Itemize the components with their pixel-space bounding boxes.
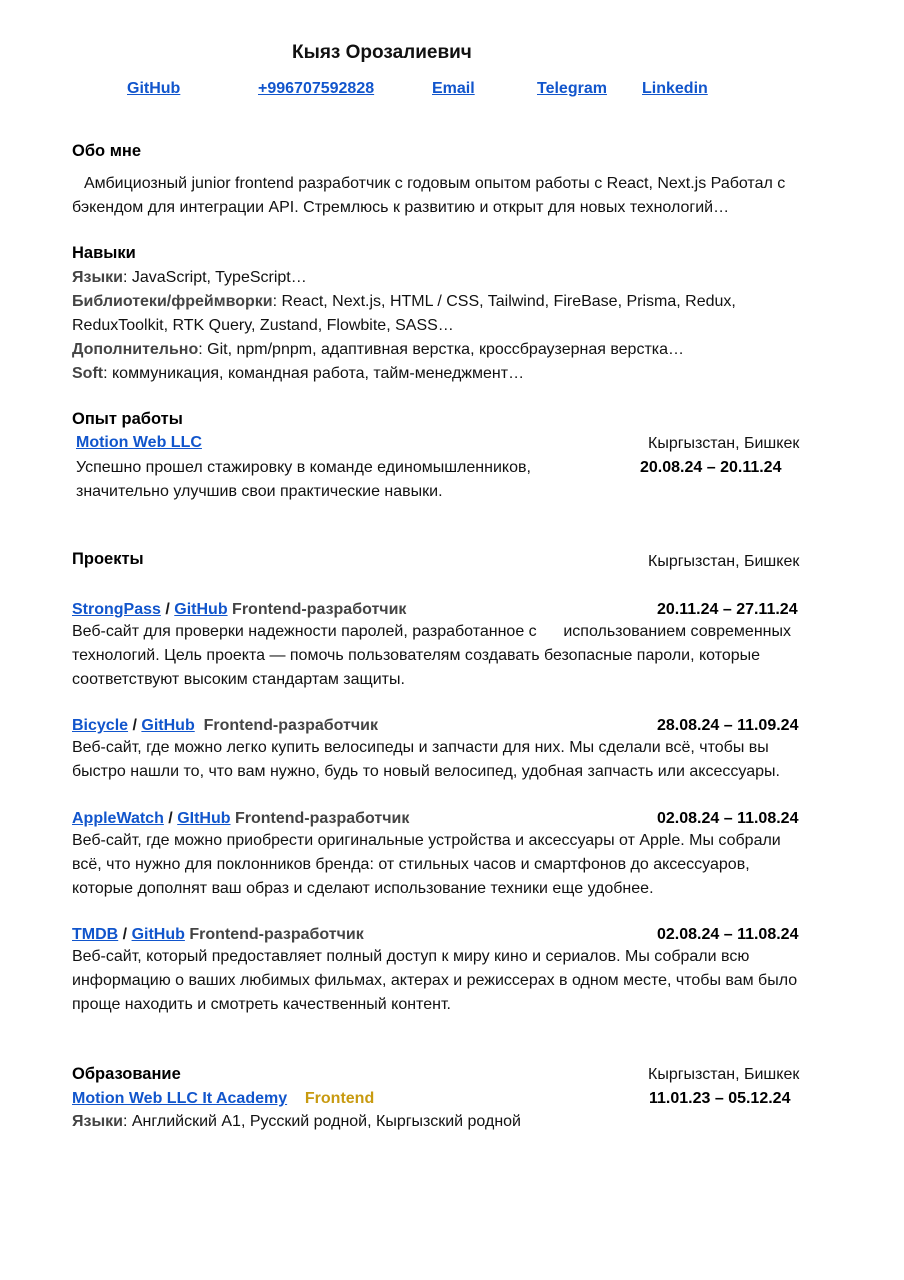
project-title-row	[72, 598, 406, 622]
experience-desc-2: значительно улучшив свои практические навыки.	[76, 483, 443, 500]
project-role: Frontend-разработчик	[232, 601, 407, 618]
project-separator: /	[128, 717, 142, 734]
project-github-link[interactable]: GitHub	[131, 926, 185, 943]
project-dates: 02.08.24 – 11.08.24	[657, 810, 799, 827]
project-role: Frontend-разработчик	[203, 717, 378, 734]
project-desc-line: технологий. Цель проекта — помочь пользователям создавать безопасные пароли, которые	[72, 647, 761, 664]
education-program: Frontend	[304, 1090, 375, 1107]
project-github-link[interactable]: GitHub	[174, 601, 228, 618]
experience-location: Кыргызстан, Бишкек	[648, 435, 800, 452]
project-link[interactable]: Bicycle	[72, 717, 129, 734]
project-role: Frontend-разработчик	[234, 810, 410, 827]
project-dates: 02.08.24 – 11.08.24	[657, 926, 799, 943]
email-link[interactable]: Email	[432, 80, 475, 97]
experience-desc-1: Успешно прошел стажировку в команде единомышленников,	[76, 459, 531, 476]
project-separator: /	[160, 601, 175, 618]
skills-soft-label: Soft	[72, 365, 104, 382]
projects-location: Кыргызстан, Бишкек	[648, 553, 800, 570]
education-title-row	[72, 1087, 374, 1111]
project-role: Frontend-разработчик	[189, 926, 364, 943]
experience-company-link[interactable]: Motion Web LLC	[76, 434, 202, 451]
project-desc-line: Веб-сайт, где можно приобрести оригинальные устройства и аксессуары от Apple. Мы собрали	[72, 832, 781, 849]
skills-libraries	[72, 290, 736, 314]
project-separator: /	[118, 926, 132, 943]
skills-extra	[72, 338, 684, 362]
skills-heading: Навыки	[72, 244, 136, 262]
about-line-2: бэкендом для интеграции API. Стремлюсь к развитию и открыт для новых технологий…	[72, 199, 730, 216]
project-desc-line: Веб-сайт, где можно легко купить велосипеды и запчасти для них. Мы сделали всё, чтобы вы	[72, 739, 769, 756]
project-desc-line: быстро нашли то, что вам нужно, будь то новый велосипед, удобная запчасть или аксессуары.	[72, 763, 780, 780]
project-dates: 20.11.24 – 27.11.24	[657, 601, 798, 618]
project-link[interactable]: AppleWatch	[72, 810, 164, 827]
project-desc-line: которые дополнят ваш образ и сделают использование техники еще удобнее.	[72, 880, 654, 897]
education-school-link[interactable]: Motion Web LLC It Academy	[72, 1090, 288, 1107]
project-separator: /	[163, 810, 178, 827]
project-desc-line: соответствуют высоким стандартам защиты.	[72, 671, 405, 688]
skills-languages-value: : JavaScript, TypeScript…	[122, 269, 307, 286]
experience-heading: Опыт работы	[72, 410, 183, 428]
person-name: Кыяз Орозалиевич	[292, 42, 472, 63]
project-desc-line: Веб-сайт для проверки надежности паролей, разработанное с использованием современных	[72, 623, 791, 640]
education-languages-value: : Английский A1, Русский родной, Кыргызский родной	[122, 1113, 521, 1130]
skills-libraries-value: : React, Next.js, HTML / CSS, Tailwind, FireBase, Prisma, Redux,	[272, 293, 736, 310]
linkedin-link[interactable]: Linkedin	[642, 80, 708, 97]
skills-libraries-label: Библиотеки/фреймворки	[72, 293, 273, 310]
education-languages-label: Языки	[72, 1113, 123, 1130]
project-dates: 28.08.24 – 11.09.24	[657, 717, 799, 734]
project-github-link[interactable]: GitHub	[141, 717, 195, 734]
about-line-1: Амбициозный junior frontend разработчик с годовым опытом работы с React, Next.js Работал с	[84, 175, 786, 192]
phone-link[interactable]: +996707592828	[258, 80, 375, 97]
project-link[interactable]: TMDB	[72, 926, 119, 943]
project-desc-line: информацию о ваших любимых фильмах, актерах и режиссерах в одном месте, чтобы вам было	[72, 972, 798, 989]
skills-extra-value: : Git, npm/pnpm, адаптивная верстка, кроссбраузерная верстка…	[198, 341, 685, 358]
project-desc-line: Веб-сайт, который предоставляет полный доступ к миру кино и сериалов. Мы собрали всю	[72, 948, 750, 965]
skills-languages	[72, 266, 307, 290]
experience-dates: 20.08.24 – 20.11.24	[640, 459, 782, 476]
skills-libraries-cont: ReduxToolkit, RTK Query, Zustand, Flowbite, SASS…	[72, 317, 454, 334]
project-title-row	[72, 714, 378, 738]
project-desc-line: всё, что нужно для поклонников бренда: от стильных часов и смартфонов до аксессуаров,	[72, 856, 750, 873]
projects-heading: Проекты	[72, 550, 144, 568]
skills-extra-label: Дополнительно	[72, 341, 199, 358]
project-link[interactable]: StrongPass	[72, 601, 161, 618]
skills-soft-value: : коммуникация, командная работа, тайм-менеджмент…	[103, 365, 525, 382]
github-link[interactable]: GitHub	[127, 80, 181, 97]
about-heading: Обо мне	[72, 142, 142, 160]
project-desc-line: проще находить и смотреть качественный контент.	[72, 996, 451, 1013]
telegram-link[interactable]: Telegram	[537, 80, 607, 97]
education-languages	[72, 1110, 521, 1134]
education-location: Кыргызстан, Бишкек	[648, 1066, 800, 1083]
project-title-row	[72, 923, 364, 947]
project-github-link[interactable]: GItHub	[177, 810, 231, 827]
project-title-row	[72, 807, 409, 831]
skills-soft	[72, 362, 524, 386]
education-dates: 11.01.23 – 05.12.24	[649, 1090, 791, 1107]
education-heading: Образование	[72, 1065, 181, 1083]
skills-languages-label: Языки	[72, 269, 123, 286]
